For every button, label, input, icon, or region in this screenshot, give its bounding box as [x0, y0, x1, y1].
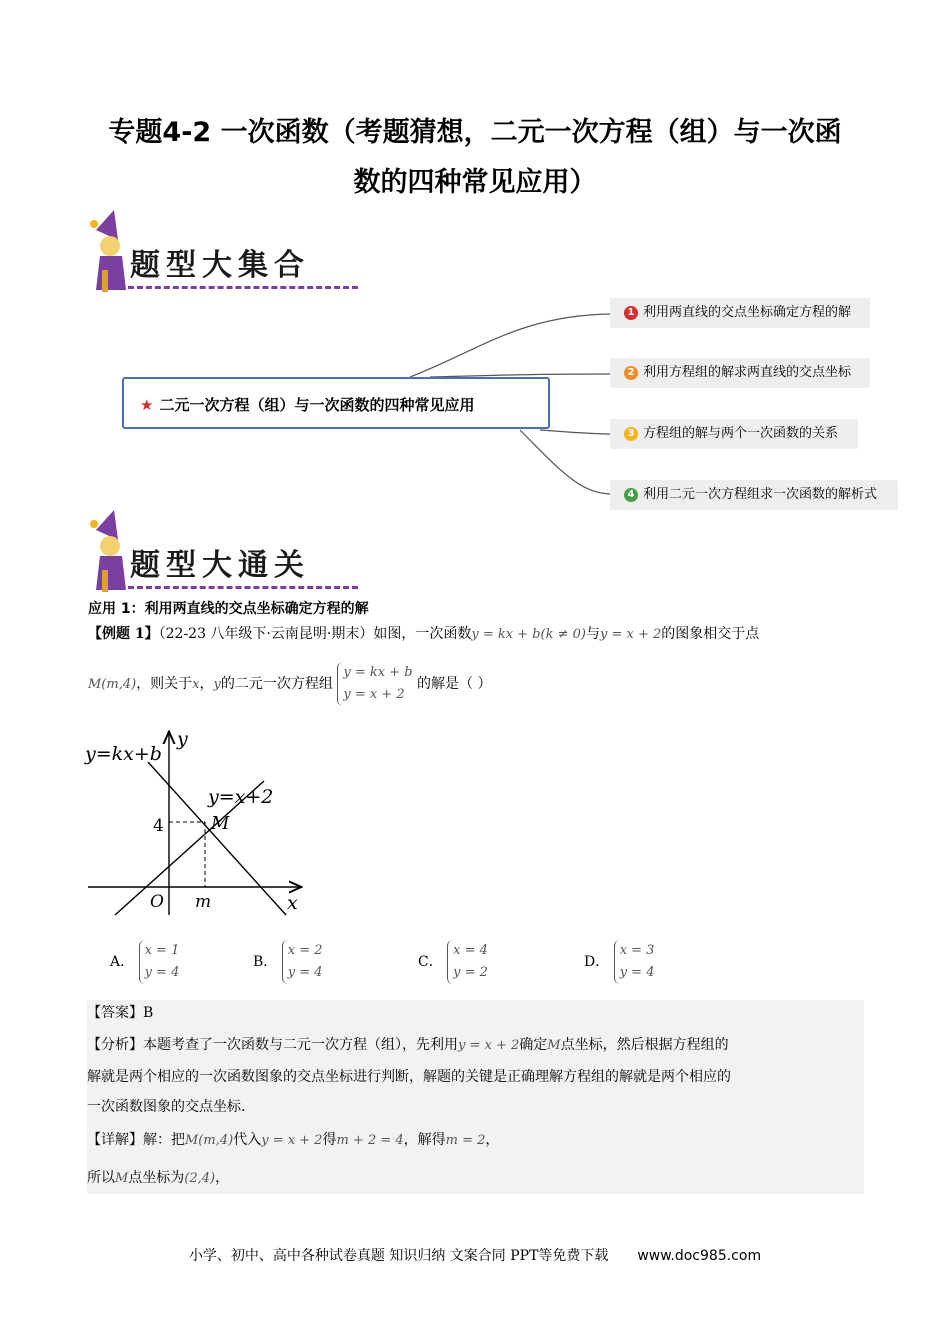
choice-line1: x = 2: [287, 943, 323, 958]
choice-line2: y = 4: [144, 965, 180, 980]
example-tag: 【例题 1】: [88, 626, 159, 642]
analysis-line3: 一次函数图象的交点坐标.: [87, 1099, 246, 1115]
text-mid1: 与: [585, 626, 600, 642]
analysis-text-b: 确定: [519, 1037, 548, 1053]
wizard-mascot-icon: [88, 510, 132, 598]
analysis-line2: 解就是两个相应的一次函数图象的交点坐标进行判断，解题的关键是正确理解方程组的解就是两个相应的: [87, 1069, 731, 1085]
star-icon: ★: [140, 396, 154, 414]
label-line2: y=x+2: [208, 786, 274, 808]
choice-system: [447, 940, 488, 984]
choice-c[interactable]: [418, 940, 488, 984]
detail-text-e: ，: [485, 1132, 500, 1148]
text-mid2: ，则关于: [136, 676, 193, 692]
page-footer: [0, 1245, 950, 1265]
label-x: x: [287, 892, 298, 914]
answer-line: 【答案】B: [87, 1005, 154, 1021]
banner-title: 题型大通关: [130, 548, 310, 583]
var-x: x: [192, 677, 200, 692]
detail-equation: m + 2 = 4: [336, 1133, 404, 1148]
analysis-M: M: [547, 1038, 561, 1053]
example-question-line1: [88, 624, 868, 645]
choice-a[interactable]: [110, 940, 179, 984]
detail-text-a: 解：把: [143, 1132, 185, 1148]
text-end2: 的解是（ ）: [417, 676, 492, 692]
text-comma: ，: [199, 676, 214, 692]
sys-line2: y = x + 2: [343, 687, 405, 702]
label-M: M: [211, 813, 230, 834]
number-badge: 3: [624, 427, 638, 441]
choice-line2: y = 4: [619, 965, 655, 980]
banner-divider: [128, 586, 358, 589]
number-badge: 2: [624, 366, 638, 380]
equation-system: [337, 662, 412, 706]
choice-system: [614, 940, 655, 984]
analysis-formula: y = x + 2: [458, 1038, 520, 1053]
var-y: y: [213, 677, 221, 692]
label-4: 4: [153, 816, 164, 836]
choice-line1: x = 3: [619, 943, 655, 958]
detail-M: M(m,4): [185, 1133, 234, 1148]
section-heading: 应用 1：利用两直线的交点坐标确定方程的解: [88, 601, 369, 617]
last-text-a: 所以: [87, 1170, 115, 1186]
mindmap-branch-2: [610, 358, 870, 388]
text-mid3: 的二元一次方程组: [220, 676, 333, 692]
central-node-label: 二元一次方程（组）与一次函数的四种常见应用: [159, 396, 475, 414]
analysis-tag: 【分析】: [87, 1037, 143, 1053]
choice-line1: x = 4: [453, 943, 488, 958]
detail-line2: [87, 1168, 857, 1189]
detail-tag: 【详解】: [87, 1132, 143, 1148]
analysis-text-a: 本题考查了一次函数与二元一次方程（组），先利用: [143, 1037, 458, 1053]
choice-letter: A．: [110, 954, 135, 970]
label-y: y: [177, 728, 188, 750]
last-text-c: ，: [215, 1170, 230, 1186]
mindmap-central-node: [122, 377, 550, 429]
number-badge: 1: [624, 306, 638, 320]
mindmap-branch-1: [610, 298, 870, 328]
last-text-b: 点坐标为: [128, 1170, 185, 1186]
function-graph: [80, 725, 320, 925]
formula-f2: y = x + 2: [599, 627, 662, 642]
mindmap-branch-4: [610, 480, 898, 510]
point-M: M(m,4): [88, 677, 137, 692]
choice-d[interactable]: [584, 940, 654, 984]
number-badge: 4: [624, 488, 638, 502]
page-title-line1: 专题4-2 一次函数（考题猜想，二元一次方程（组）与一次函: [108, 117, 842, 148]
choice-line2: y = 4: [287, 965, 323, 980]
detail-text-b: 代入: [233, 1132, 262, 1148]
example-question-line2: [88, 662, 868, 706]
page-title-line2: 数的四种常见应用）: [353, 167, 597, 198]
choice-line1: x = 1: [144, 943, 180, 958]
footer-text: 小学、初中、高中各种试卷真题 知识归纳 文案合同 PPT等免费下载: [188, 1248, 609, 1264]
choice-line2: y = 2: [453, 965, 488, 980]
branch-label: 方程组的解与两个一次函数的关系: [643, 426, 839, 441]
analysis-text-c: 点坐标，然后根据方程组的: [560, 1037, 729, 1053]
formula-f1: y = kx + b(k ≠ 0): [471, 627, 586, 642]
choice-letter: D．: [584, 954, 610, 970]
choice-letter: C．: [418, 954, 443, 970]
banner-topic-collection: [88, 210, 358, 298]
detail-text-d: ，解得: [403, 1132, 446, 1148]
detail-text-c: 得: [322, 1132, 337, 1148]
branch-label: 利用两直线的交点坐标确定方程的解: [643, 305, 852, 320]
label-line1: y=kx+b: [85, 743, 162, 765]
detail-solution: m = 2: [445, 1133, 486, 1148]
sys-line1: y = kx + b: [343, 665, 413, 680]
footer-url[interactable]: www.doc985.com: [637, 1248, 762, 1264]
example-source: （22-23 八年级下·云南昆明·期末）如图，一次函数: [158, 626, 472, 642]
choice-system: [282, 940, 323, 984]
detail-formula: y = x + 2: [261, 1133, 323, 1148]
choice-letter: B．: [253, 954, 278, 970]
branch-label: 利用方程组的解求两直线的交点坐标: [643, 365, 852, 380]
banner-divider: [128, 286, 358, 289]
banner-topic-practice: [88, 510, 358, 598]
analysis-line1: [87, 1035, 857, 1056]
mindmap-branch-3: [610, 419, 858, 449]
banner-title: 题型大集合: [130, 248, 310, 283]
detail-line1: [87, 1130, 857, 1151]
label-m: m: [195, 892, 212, 912]
choice-b[interactable]: [253, 940, 323, 984]
label-origin: O: [150, 892, 164, 912]
choice-system: [139, 940, 180, 984]
text-end1: 的图象相交于点: [661, 626, 760, 642]
branch-label: 利用二元一次方程组求一次函数的解析式: [643, 487, 878, 502]
wizard-mascot-icon: [88, 210, 132, 298]
last-point: (2,4): [184, 1171, 216, 1186]
last-M: M: [115, 1171, 129, 1186]
